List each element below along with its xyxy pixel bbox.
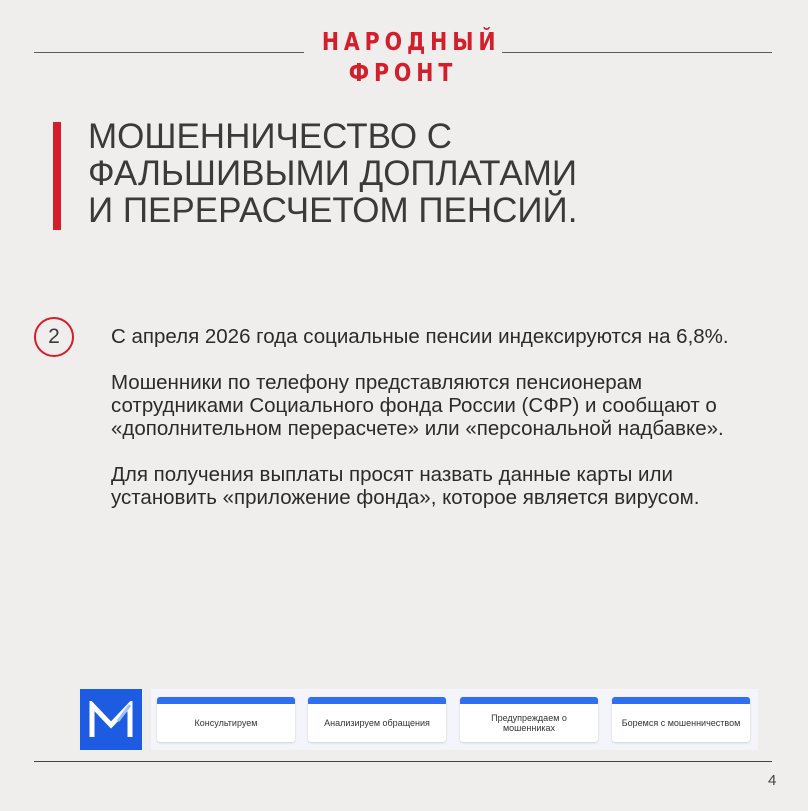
- paragraph-1: С апреля 2026 года социальные пенсии индексируются на 6,8%.: [111, 325, 729, 348]
- page-number: 4: [768, 772, 777, 789]
- title-accent-bar: [53, 122, 61, 230]
- header-divider-right: [502, 52, 772, 53]
- narodny-front-logo: [321, 26, 501, 88]
- banner-card-fight: Боремся с мошенничеством: [612, 697, 750, 742]
- services-banner: [151, 689, 758, 750]
- footer-divider: [34, 761, 772, 762]
- title-line-2: ФАЛЬШИВЫМИ ДОПЛАТАМИ: [88, 154, 578, 193]
- m-logo-icon: [80, 689, 142, 750]
- item-body: [111, 325, 751, 532]
- logo-line-1: НАРОДНЫЙ: [321, 27, 501, 56]
- paragraph-2: Мошенники по телефону представляются пенсионерам сотрудниками Социального фонда России (СФР) и сообщают о «дополнительном перерасчете» или «персональной надбавке».: [111, 371, 724, 440]
- logo-line-2: ФРОНТ: [348, 58, 458, 87]
- header-divider-left: [34, 52, 304, 53]
- banner-card-analyze: Анализируем обращения: [308, 697, 446, 742]
- banner-card-consult: Консультируем: [157, 697, 295, 742]
- banner-card-warn: Предупреждаем о мошенниках: [460, 697, 598, 742]
- page-title: [88, 118, 788, 229]
- item-number-badge: 2: [34, 317, 74, 357]
- paragraph-3: Для получения выплаты просят назвать данные карты или установить «приложение фонда», которое является вирусом.: [111, 463, 700, 509]
- title-line-3: И ПЕРЕРАСЧЕТОМ ПЕНСИЙ.: [88, 191, 578, 230]
- title-line-1: МОШЕННИЧЕСТВО С: [88, 117, 453, 156]
- m-logo-glyph: [88, 701, 134, 739]
